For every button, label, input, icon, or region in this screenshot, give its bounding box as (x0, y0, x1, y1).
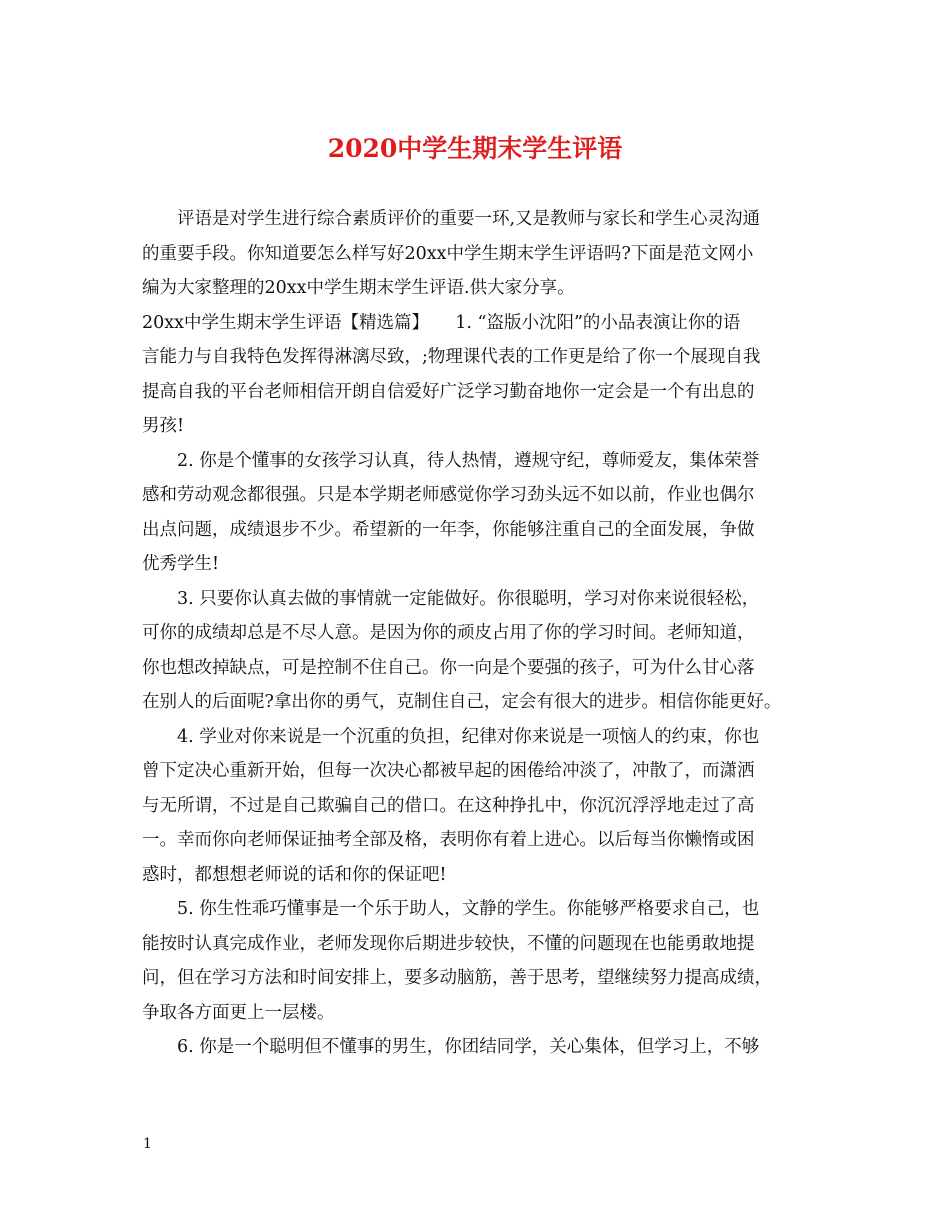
document-title: 2020中学生期末学生评语 (327, 134, 623, 163)
document-body (142, 202, 814, 1065)
text-line: 4. 学业对你来说是一个沉重的负担，纪律对你来说是一项恼人的约束，你也 (177, 726, 760, 747)
text-line: 感和劳动观念都很强。只是本学期老师感觉你学习劲头远不如以前，作业也偶尔 (142, 485, 755, 505)
text-line: 3. 只要你认真去做的事情就一定能做好。你很聪明，学习对你来说很轻松， (177, 588, 760, 609)
text-line: 可你的成绩却总是不尽人意。是因为你的顽皮占用了你的学习时间。老师知道， (142, 623, 755, 643)
text-line: 5. 你生性乖巧懂事是一个乐于助人，文静的学生。你能够严格要求自己，也 (177, 899, 760, 919)
text-line: 20xx中学生期末学生评语【精选篇】 1. “盗版小沈阳”的小品表演让你的语 (142, 312, 741, 333)
text-line: 你也想改掉缺点，可是控制不住自己。你一向是个要强的孩子，可为什么甘心落 (142, 657, 755, 678)
text-line: 6. 你是一个聪明但不懂事的男生，你团结同学，关心集体，但学习上，不够 (177, 1037, 760, 1057)
text-line: 一。幸而你向老师保证抽考全部及格，表明你有着上进心。以后每当你懒惰或困 (142, 830, 755, 850)
text-line: 言能力与自我特色发挥得淋漓尽致，;物理课代表的工作更是给了你一个展现自我 (142, 347, 761, 367)
page-number: 1 (143, 1136, 152, 1152)
text-line: 惑时，都想想老师说的话和你的保证吧! (142, 864, 447, 885)
text-line: 与无所谓，不过是自己欺骗自己的借口。在这种挣扎中，你沉沉浮浮地走过了高 (142, 795, 755, 816)
text-line: 优秀学生! (142, 554, 220, 574)
text-line: 的重要手段。你知道要怎么样写好20xx中学生期末学生评语吗?下面是范文网小 (142, 243, 754, 264)
text-line: 能按时认真完成作业，老师发现你后期进步较快，不懂的问题现在也能勇敢地提 (142, 933, 755, 954)
text-line: 提高自我的平台老师相信开朗自信爱好广泛学习勤奋地你一定会是一个有出息的 (142, 381, 755, 402)
text-line: 争取各方面更上一层楼。 (142, 1002, 335, 1023)
text-line: 曾下定决心重新开始，但每一次决心都被早起的困倦给冲淡了，冲散了，而潇洒 (142, 761, 755, 781)
text-line: 在别人的后面呢?拿出你的勇气，克制住自己，定会有很大的进步。相信你能更好。 (142, 692, 782, 712)
text-line: 问，但在学习方法和时间安排上，要多动脑筋，善于思考，望继续努力提高成绩， (142, 968, 772, 988)
text-line: 男孩! (142, 416, 185, 436)
text-line: 2. 你是个懂事的女孩学习认真，待人热情，遵规守纪，尊师爱友，集体荣誉 (177, 450, 760, 471)
text-line: 评语是对学生进行综合素质评价的重要一环,又是教师与家长和学生心灵沟通 (177, 209, 761, 229)
text-line: 出点问题，成绩退步不少。希望新的一年李，你能够注重自己的全面发展，争做 (142, 519, 755, 540)
text-line: 编为大家整理的20xx中学生期末学生评语.供大家分享。 (142, 278, 575, 298)
